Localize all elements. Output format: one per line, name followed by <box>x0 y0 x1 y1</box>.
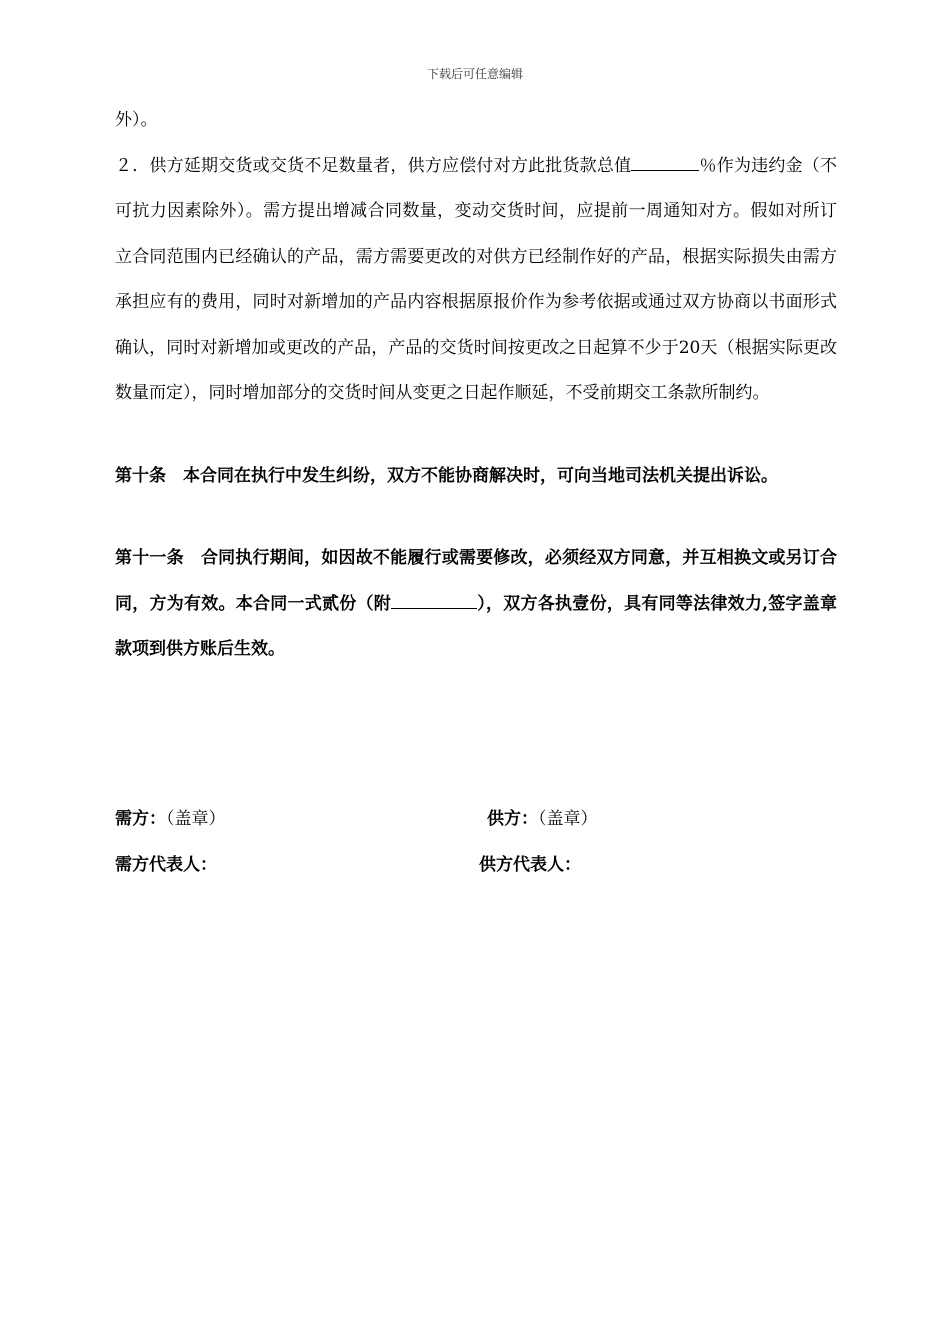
article-11-text-end: ），双方各执壹份，具有同等法律效力,签字盖章款项到供方账后生效。 <box>115 593 838 659</box>
penalty-percent-blank <box>631 152 699 171</box>
article-11-text-start: 第十一条 合同执行期间，如因故不能履行或需要修改，必须经双方同意，并互相换文或另订合同，方为有效。本合同一式贰份（附 <box>115 548 837 614</box>
stamp-row <box>115 807 837 831</box>
seller-representative: 供方代表人： <box>479 855 581 875</box>
buyer-stamp-field <box>115 807 226 831</box>
seller-stamp-field <box>487 807 598 831</box>
seller-label: 供方： <box>487 809 538 829</box>
buyer-stamp-note: （盖章） <box>166 809 226 829</box>
attachment-blank <box>391 590 477 609</box>
representative-row <box>115 853 837 877</box>
paragraph-continuation: 外）。 <box>115 110 158 130</box>
article-11 <box>115 536 837 673</box>
buyer-label: 需方： <box>115 809 166 829</box>
clause-2-paragraph <box>115 144 837 417</box>
clause-2-text-start: ２．供方延期交货或交货不足数量者，供方应偿付对方此批货款总值 <box>115 155 632 176</box>
clause-2-text-end: ％作为违约金（不可抗力因素除外）。需方提出增减合同数量，变动交货时间，应提前一周通知对方。假如对所订立合同范围内已经确认的产品，需方需要更改的对供方已经制作好的产品，根据实际损失由需方承担应有的费用，同时对新增加的产品内容根据原报价作为参考依据或通过双方协商以书面形式确认，同时对新增加或更改的产品，产品的交货时间按更改之日起算不少于20天（根据实际更改数量而定），同时增加部分的交货时间从变更之日起作顺延，不受前期交工条款所制约。 <box>115 155 838 403</box>
contract-body <box>115 98 837 673</box>
article-10: 第十条 本合同在执行中发生纠纷，双方不能协商解决时，可向当地司法机关提出诉讼。 <box>115 465 778 486</box>
buyer-representative: 需方代表人： <box>115 855 217 875</box>
page-header-note: 下载后可任意编辑 <box>426 67 523 81</box>
seller-stamp-note: （盖章） <box>538 809 598 829</box>
